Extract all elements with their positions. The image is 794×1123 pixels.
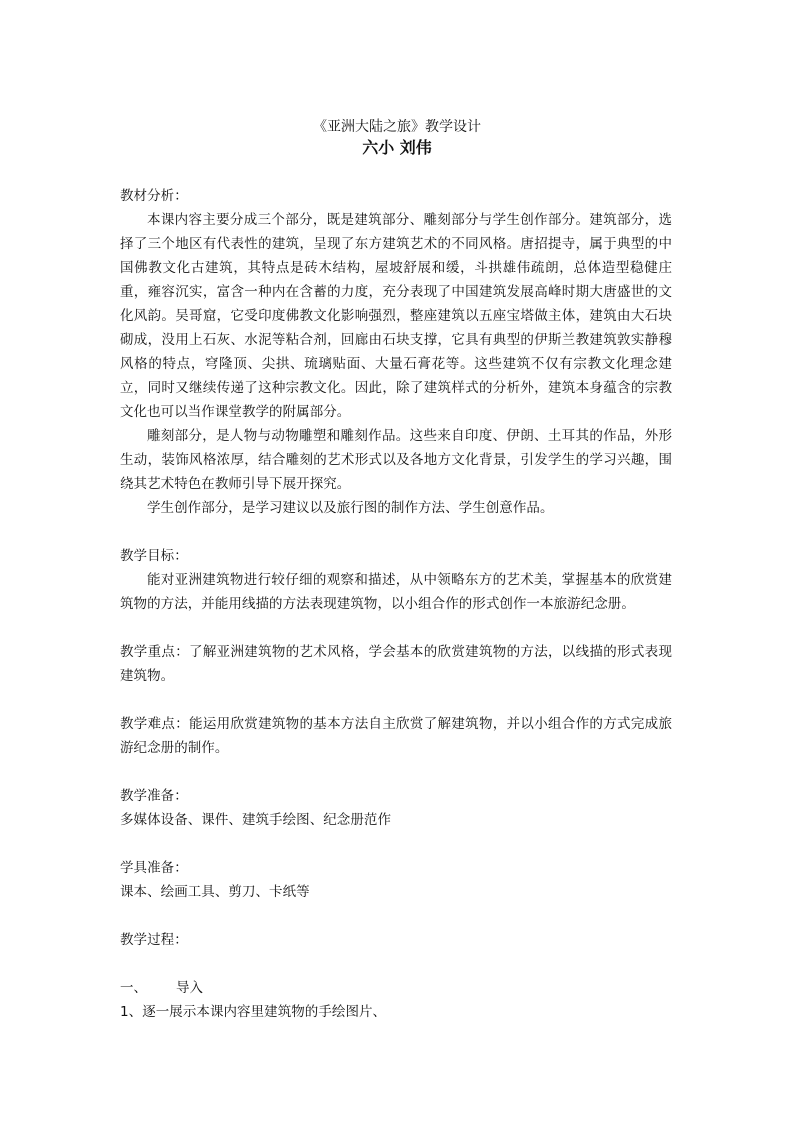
- process-step-1: [120, 976, 672, 1000]
- spacer: [120, 688, 672, 712]
- spacer: [120, 832, 672, 856]
- process-item-1: 1、逐一展示本课内容里建筑物的手绘图片、: [120, 1004, 387, 1020]
- step-title: 导入: [176, 980, 204, 996]
- document-title: 《亚洲大陆之旅》教学设计: [313, 119, 481, 135]
- student-prep-content: 课本、绘画工具、剪刀、卡纸等: [120, 884, 310, 900]
- document-author: 六小 刘伟: [362, 138, 432, 157]
- teacher-prep-heading: 教学准备：: [120, 788, 188, 804]
- document-body: [120, 184, 672, 1024]
- spacer: [120, 904, 672, 928]
- analysis-paragraph-3: 学生创作部分，是学习建议以及旅行图的制作方法、学生创意作品。: [147, 500, 554, 516]
- analysis-heading: 教材分析：: [120, 188, 188, 204]
- spacer: [120, 520, 672, 544]
- process-heading: 教学过程：: [120, 932, 188, 948]
- key-points: 教学重点：了解亚洲建筑物的艺术风格，学会基本的欣赏建筑物的方法，以线描的形式表现建筑物。: [120, 644, 672, 684]
- step-number: 一、: [120, 980, 148, 996]
- student-prep-heading: 学具准备：: [120, 860, 188, 876]
- analysis-paragraph-1: 本课内容主要分成三个部分，既是建筑部分、雕刻部分与学生创作部分。建筑部分，选择了三个地区有代表性的建筑，呈现了东方建筑艺术的不同风格。唐招提寺，属于典型的中国佛教文化古建筑，其特点是砖木结构，屋坡舒展和缓，斗拱雄伟疏朗，总体造型稳健庄重，雍容沉实，富含一种内在含蓄的力度，充分表现了中国建筑发展高峰时期大唐盛世的文化风韵。吴哥窟，它受印度佛教文化影响强烈，整座建筑以五座宝塔做主体，建筑由大石块砌成，没用上石灰、水泥等粘合剂，回廊由石块支撑，它具有典型的伊斯兰教建筑敦实静穆风格的特点，穹隆顶、尖拱、琉璃贴面、大量石膏花等。这些建筑不仅有宗教文化理念建立，同时又继续传递了这种宗教文化。因此，除了建筑样式的分析外，建筑本身蕴含的宗教文化也可以当作课堂教学的附属部分。: [120, 212, 672, 420]
- goals-heading: 教学目标：: [120, 548, 188, 564]
- difficulties: 教学难点：能运用欣赏建筑物的基本方法自主欣赏了解建筑物，并以小组合作的方式完成旅游纪念册的制作。: [120, 716, 672, 756]
- teacher-prep-content: 多媒体设备、课件、建筑手绘图、纪念册范作: [120, 812, 391, 828]
- spacer: [120, 616, 672, 640]
- analysis-paragraph-2: 雕刻部分，是人物与动物雕塑和雕刻作品。这些来自印度、伊朗、土耳其的作品，外形生动，装饰风格浓厚，结合雕刻的艺术形式以及各地方文化背景，引发学生的学习兴趣，围绕其艺术特色在教师引导下展开探究。: [120, 428, 672, 492]
- goals-paragraph: 能对亚洲建筑物进行较仔细的观察和描述，从中领略东方的艺术美，掌握基本的欣赏建筑物的方法，并能用线描的方法表现建筑物，以小组合作的形式创作一本旅游纪念册。: [120, 572, 672, 612]
- spacer: [120, 952, 672, 976]
- spacer: [120, 760, 672, 784]
